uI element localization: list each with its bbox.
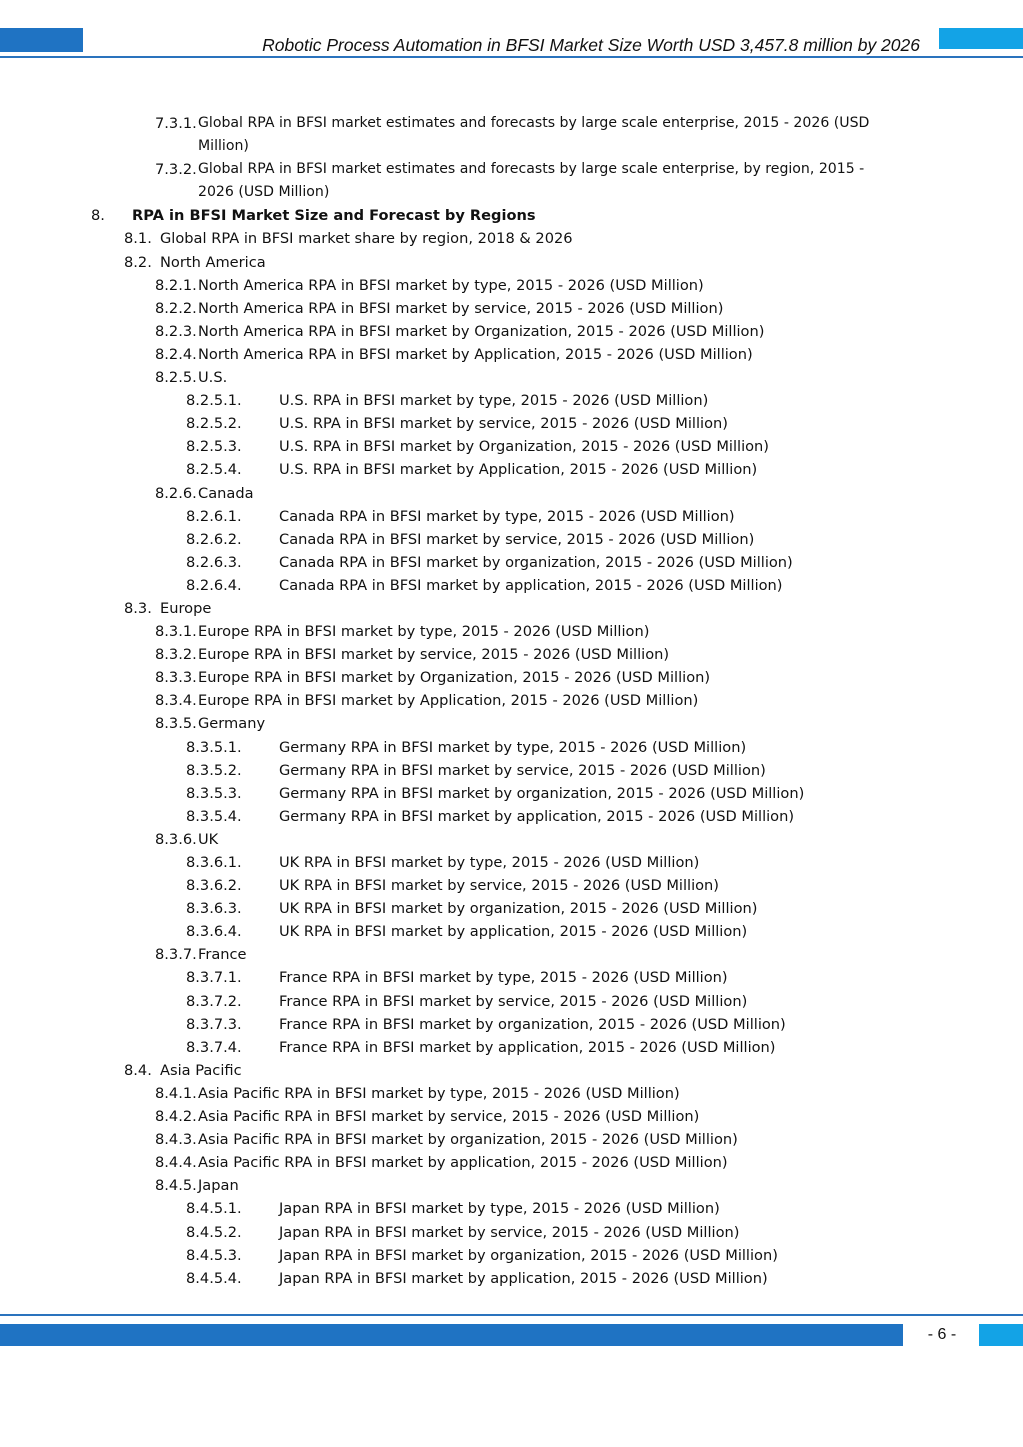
toc-entry-level-4 (0, 528, 1023, 551)
table-of-contents (0, 112, 1023, 1290)
toc-entry-number: 8.3.3. (155, 669, 197, 687)
toc-entry-number: 8.3.5.4. (186, 807, 242, 825)
toc-entry-level-4 (0, 736, 1023, 759)
toc-entry-text: Asia Pacific RPA in BFSI market by organization, 2015 - 2026 (USD Million) (198, 1131, 738, 1149)
toc-entry-level-3 (0, 482, 1023, 505)
toc-entry-level-3 (0, 1151, 1023, 1174)
toc-entry-number: 8.1. (124, 230, 152, 248)
toc-entry-text: France RPA in BFSI market by organization, 2015 - 2026 (USD Million) (279, 1015, 786, 1033)
toc-entry-text: France RPA in BFSI market by application, 2015 - 2026 (USD Million) (279, 1038, 776, 1056)
toc-entry-text: Germany RPA in BFSI market by service, 2015 - 2026 (USD Million) (279, 761, 766, 779)
footer-bar-right (979, 1324, 1023, 1346)
toc-entry-text: UK RPA in BFSI market by application, 2015 - 2026 (USD Million) (279, 923, 748, 941)
toc-entry-level-4 (0, 1013, 1023, 1036)
toc-entry-level-4 (0, 920, 1023, 943)
toc-entry-level-3 (0, 828, 1023, 851)
toc-entry-number: 8.2.3. (155, 322, 197, 340)
toc-entry-text: Japan (198, 1177, 239, 1195)
toc-entry-level-2 (0, 251, 1023, 274)
toc-entry-level-3 (0, 689, 1023, 712)
toc-entry-text: Japan RPA in BFSI market by application, 2015 - 2026 (USD Million) (279, 1269, 768, 1287)
toc-entry-number: 8.3.7.2. (186, 992, 242, 1010)
toc-entry-number: 8.3.5.3. (186, 784, 242, 802)
toc-entry-number: 8.2.6.4. (186, 576, 242, 594)
toc-entry-text: France (198, 946, 247, 964)
toc-entry-level-3 (0, 181, 1023, 204)
toc-entry-text: Europe (160, 599, 212, 617)
toc-entry-number: 8.4.5. (155, 1177, 197, 1195)
toc-entry-level-4 (0, 1221, 1023, 1244)
toc-entry-text: Japan RPA in BFSI market by organization, 2015 - 2026 (USD Million) (279, 1246, 778, 1264)
toc-entry-text: France RPA in BFSI market by type, 2015 - 2026 (USD Million) (279, 969, 728, 987)
toc-entry-level-4 (0, 389, 1023, 412)
toc-entry-number: 8.3.2. (155, 646, 197, 664)
toc-entry-text: Europe RPA in BFSI market by Application, 2015 - 2026 (USD Million) (198, 692, 699, 710)
toc-entry-number: 8.2.2. (155, 299, 197, 317)
footer-divider (0, 1314, 1023, 1316)
toc-entry-text: North America RPA in BFSI market by Application, 2015 - 2026 (USD Million) (198, 345, 753, 363)
toc-entry-number: 7.3.2. (155, 161, 197, 179)
toc-entry-level-2 (0, 597, 1023, 620)
header-accent-block-right (939, 28, 1023, 49)
toc-entry-number: 8.2.5. (155, 369, 197, 387)
toc-entry-level-4 (0, 966, 1023, 989)
toc-entry-number: 8.3.7.1. (186, 969, 242, 987)
toc-entry-level-3 (0, 135, 1023, 158)
toc-entry-text: Europe RPA in BFSI market by type, 2015 - 2026 (USD Million) (198, 623, 650, 641)
toc-entry-number: 8.3.6. (155, 830, 197, 848)
toc-entry-number: 8.2.5.3. (186, 438, 242, 456)
toc-entry-text: RPA in BFSI Market Size and Forecast by Regions (132, 207, 536, 225)
document-header-title: Robotic Process Automation in BFSI Market Size Worth USD 3,457.8 million by 2026 (262, 35, 920, 55)
toc-entry-level-3 (0, 343, 1023, 366)
toc-entry-text: Global RPA in BFSI market estimates and forecasts by large scale enterprise, by region, 2015 - (198, 161, 865, 178)
toc-entry-number: 8.2.6. (155, 484, 197, 502)
toc-entry-number: 8.3.5.2. (186, 761, 242, 779)
toc-entry-text: North America RPA in BFSI market by type, 2015 - 2026 (USD Million) (198, 276, 704, 294)
toc-entry-level-4 (0, 551, 1023, 574)
toc-entry-level-4 (0, 805, 1023, 828)
toc-entry-text: North America RPA in BFSI market by Organization, 2015 - 2026 (USD Million) (198, 322, 765, 340)
toc-entry-text: Europe RPA in BFSI market by service, 2015 - 2026 (USD Million) (198, 646, 670, 664)
toc-entry-number: 8.2.6.3. (186, 553, 242, 571)
toc-entry-text: Global RPA in BFSI market estimates and forecasts by large scale enterprise, 2015 - 2026 (USD (198, 115, 870, 131)
toc-entry-text: North America RPA in BFSI market by service, 2015 - 2026 (USD Million) (198, 299, 724, 317)
toc-entry-level-4 (0, 1244, 1023, 1267)
toc-entry-level-4 (0, 1036, 1023, 1059)
toc-entry-level-1 (0, 204, 1023, 227)
toc-entry-text: Asia Pacific (160, 1061, 242, 1079)
toc-entry-level-3 (0, 274, 1023, 297)
toc-entry-level-3 (0, 643, 1023, 666)
toc-entry-text: Japan RPA in BFSI market by type, 2015 - 2026 (USD Million) (279, 1200, 720, 1218)
toc-entry-number: 8.2.5.4. (186, 461, 242, 479)
toc-entry-number: 8.3. (124, 599, 152, 617)
toc-entry-text: U.S. RPA in BFSI market by service, 2015 - 2026 (USD Million) (279, 415, 728, 433)
toc-entry-level-4 (0, 897, 1023, 920)
toc-entry-level-3 (0, 158, 1023, 181)
toc-entry-number: 8.2.6.1. (186, 507, 242, 525)
toc-entry-text: North America (160, 253, 266, 271)
toc-entry-level-4 (0, 412, 1023, 435)
toc-entry-level-4 (0, 458, 1023, 481)
toc-entry-text: U.S. (198, 369, 228, 387)
toc-entry-number: 8. (91, 207, 105, 225)
header-divider (0, 56, 1023, 58)
toc-entry-level-4 (0, 782, 1023, 805)
toc-entry-number: 8.3.6.2. (186, 877, 242, 895)
toc-entry-number: 8.3.5. (155, 715, 197, 733)
toc-entry-level-4 (0, 851, 1023, 874)
toc-entry-text: France RPA in BFSI market by service, 2015 - 2026 (USD Million) (279, 992, 748, 1010)
toc-entry-level-3 (0, 712, 1023, 735)
toc-entry-number: 8.4.5.2. (186, 1223, 242, 1241)
toc-entry-level-3 (0, 620, 1023, 643)
toc-entry-number: 8.3.6.4. (186, 923, 242, 941)
toc-entry-number: 8.4.5.1. (186, 1200, 242, 1218)
toc-entry-text: Europe RPA in BFSI market by Organization, 2015 - 2026 (USD Million) (198, 669, 711, 687)
toc-entry-number: 8.2. (124, 253, 152, 271)
toc-entry-level-4 (0, 435, 1023, 458)
toc-entry-number: 8.2.1. (155, 276, 197, 294)
toc-entry-number: 8.2.6.2. (186, 530, 242, 548)
toc-entry-text: UK RPA in BFSI market by type, 2015 - 2026 (USD Million) (279, 854, 700, 871)
toc-entry-level-4 (0, 990, 1023, 1013)
toc-entry-text: U.S. RPA in BFSI market by type, 2015 - 2026 (USD Million) (279, 392, 709, 410)
toc-entry-text: Japan RPA in BFSI market by service, 2015 - 2026 (USD Million) (279, 1223, 740, 1241)
toc-entry-level-3 (0, 320, 1023, 343)
toc-entry-level-3 (0, 1128, 1023, 1151)
toc-entry-level-2 (0, 1059, 1023, 1082)
toc-entry-number: 8.3.7. (155, 946, 197, 964)
toc-entry-text: U.S. RPA in BFSI market by Organization, 2015 - 2026 (USD Million) (279, 438, 769, 456)
toc-entry-text: Asia Pacific RPA in BFSI market by type, 2015 - 2026 (USD Million) (198, 1084, 680, 1102)
toc-entry-level-2 (0, 227, 1023, 250)
toc-entry-number: 8.3.4. (155, 692, 197, 710)
toc-entry-number: 8.4. (124, 1061, 152, 1079)
toc-entry-level-3 (0, 1105, 1023, 1128)
toc-entry-text: Germany (198, 715, 266, 733)
toc-entry-level-3 (0, 297, 1023, 320)
toc-entry-number: 8.3.7.4. (186, 1038, 242, 1056)
toc-entry-text: 2026 (USD Million) (198, 184, 330, 201)
toc-entry-number: 8.3.5.1. (186, 738, 242, 756)
toc-entry-text: Canada RPA in BFSI market by organization, 2015 - 2026 (USD Million) (279, 553, 793, 571)
header-accent-block-left (0, 28, 83, 52)
toc-entry-level-3 (0, 366, 1023, 389)
toc-entry-number: 8.4.1. (155, 1084, 197, 1102)
toc-entry-text: Canada RPA in BFSI market by application, 2015 - 2026 (USD Million) (279, 576, 783, 594)
toc-entry-text: UK (198, 830, 219, 848)
toc-entry-level-4 (0, 759, 1023, 782)
toc-entry-number: 8.4.4. (155, 1154, 197, 1172)
toc-entry-text: Canada RPA in BFSI market by type, 2015 - 2026 (USD Million) (279, 507, 735, 525)
toc-entry-number: 8.3.1. (155, 623, 197, 641)
toc-entry-level-4 (0, 1197, 1023, 1220)
toc-entry-level-4 (0, 505, 1023, 528)
toc-entry-level-4 (0, 1267, 1023, 1290)
footer-bar-left (0, 1324, 903, 1346)
toc-entry-number: 8.4.5.4. (186, 1269, 242, 1287)
toc-entry-level-3 (0, 943, 1023, 966)
toc-entry-number: 8.2.5.2. (186, 415, 242, 433)
toc-entry-text: UK RPA in BFSI market by organization, 2015 - 2026 (USD Million) (279, 900, 758, 918)
toc-entry-number: 7.3.1. (155, 115, 197, 132)
toc-entry-level-3 (0, 666, 1023, 689)
toc-entry-text: Asia Pacific RPA in BFSI market by application, 2015 - 2026 (USD Million) (198, 1154, 728, 1172)
toc-entry-level-3 (0, 112, 1023, 135)
toc-entry-level-4 (0, 574, 1023, 597)
toc-entry-number: 8.3.6.1. (186, 854, 242, 871)
toc-entry-text: U.S. RPA in BFSI market by Application, 2015 - 2026 (USD Million) (279, 461, 758, 479)
toc-entry-text: Canada (198, 484, 254, 502)
toc-entry-text: Canada RPA in BFSI market by service, 2015 - 2026 (USD Million) (279, 530, 755, 548)
toc-entry-level-3 (0, 1174, 1023, 1197)
toc-entry-number: 8.3.6.3. (186, 900, 242, 918)
toc-entry-number: 8.4.3. (155, 1131, 197, 1149)
page-number: - 6 - (927, 1326, 957, 1343)
toc-entry-text: UK RPA in BFSI market by service, 2015 - 2026 (USD Million) (279, 877, 719, 895)
toc-entry-text: Asia Pacific RPA in BFSI market by service, 2015 - 2026 (USD Million) (198, 1108, 700, 1126)
toc-entry-number: 8.2.5.1. (186, 392, 242, 410)
toc-entry-text: Germany RPA in BFSI market by type, 2015 - 2026 (USD Million) (279, 738, 747, 756)
toc-entry-number: 8.4.5.3. (186, 1246, 242, 1264)
toc-entry-number: 8.3.7.3. (186, 1015, 242, 1033)
toc-entry-level-3 (0, 1082, 1023, 1105)
toc-entry-text: Germany RPA in BFSI market by application, 2015 - 2026 (USD Million) (279, 807, 795, 825)
toc-entry-text: Germany RPA in BFSI market by organization, 2015 - 2026 (USD Million) (279, 784, 805, 802)
toc-entry-number: 8.2.4. (155, 345, 197, 363)
toc-entry-text: Global RPA in BFSI market share by region, 2018 & 2026 (160, 230, 573, 248)
toc-entry-number: 8.4.2. (155, 1108, 197, 1126)
toc-entry-level-4 (0, 874, 1023, 897)
toc-entry-text: Million) (198, 138, 249, 155)
